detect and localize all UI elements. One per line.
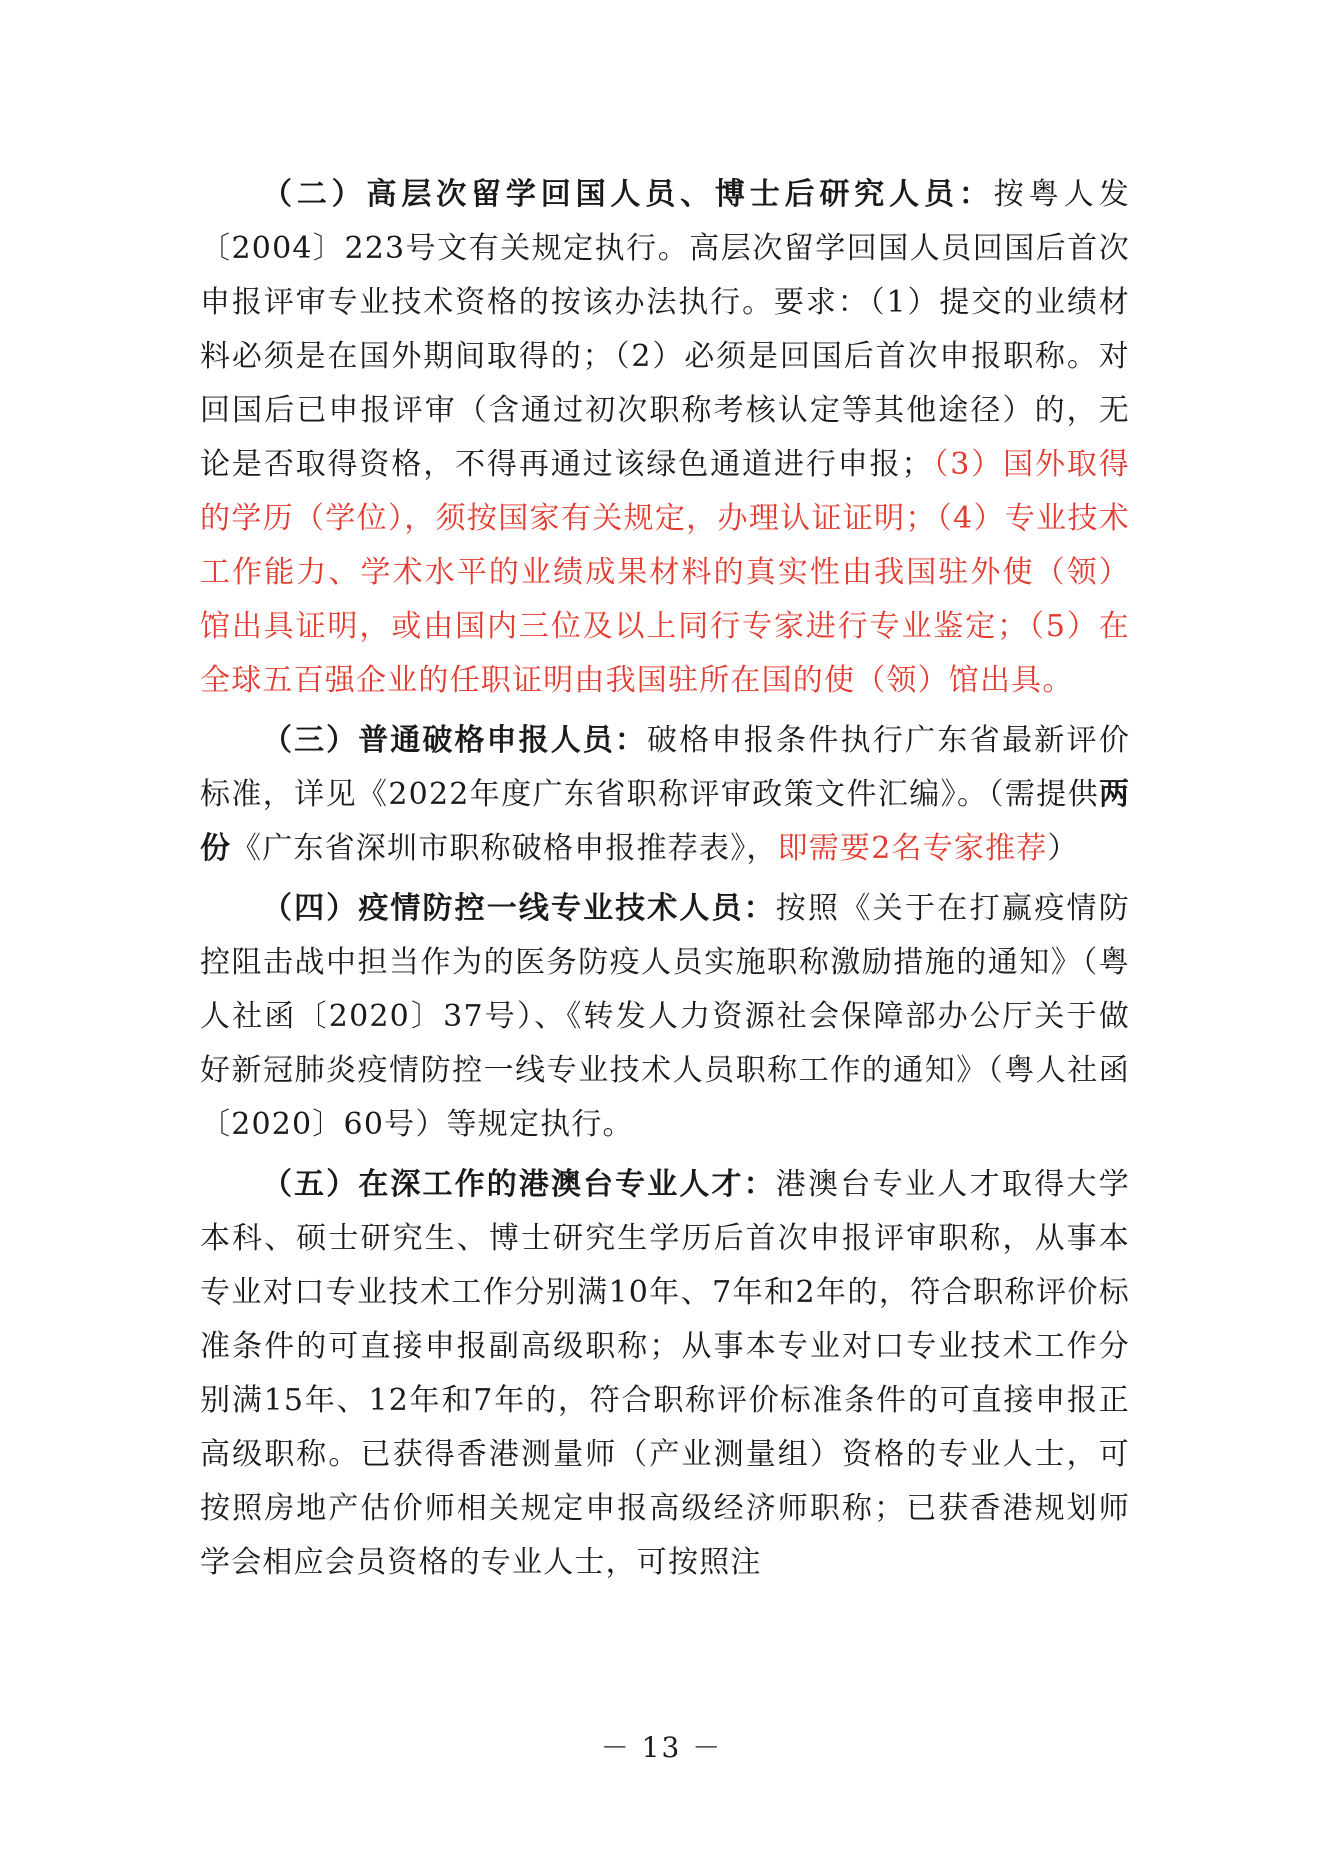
emphasis-text: 两份 xyxy=(200,777,1130,866)
section-heading-4: （四）疫情防控一线专业技术人员： xyxy=(262,891,776,926)
section-heading-3: （三）普通破格申报人员： xyxy=(262,723,647,758)
section-heading-5: （五）在深工作的港澳台专业人才： xyxy=(262,1167,776,1202)
paragraph-text: ） xyxy=(1047,831,1079,866)
paragraph-text: 破格申报条件执行广东省最新评价标准，详见《2022年度广东省职称评审政策文件汇编》。（需提供 xyxy=(200,723,1131,812)
paragraph-text: 《广东省深圳市职称破格申报推荐表》， xyxy=(231,831,778,866)
paragraph-hk-macao-taiwan-talent xyxy=(200,1158,1130,1590)
paragraph-text: 按粤人发〔2004〕223号文有关规定执行。高层次留学回国人员回国后首次申报评审专业技术资格的按该办法执行。要求：（1）提交的业绩材料必须是在国外期间取得的；（2）必须是回国后首次申报职称。对回国后已申报评审（含通过初次职称考核认定等其他途径）的，无论是否取得资格，不得再通过该绿色通道进行申报； xyxy=(200,177,1130,482)
document-body xyxy=(200,168,1130,1596)
paragraph-epidemic-frontline xyxy=(200,882,1130,1152)
section-heading-2: （二）高层次留学回国人员、博士后研究人员： xyxy=(262,177,994,212)
paragraph-returned-overseas-talent xyxy=(200,168,1130,708)
highlighted-requirement-text: （3）国外取得的学历（学位），须按国家有关规定，办理认证证明；（4）专业技术工作能力、学术水平的业绩成果材料的真实性由我国驻外使（领）馆出具证明，或由国内三位及以上同行专家进行专业鉴定；（5）在全球五百强企业的任职证明由我国驻所在国的使（领）馆出具。 xyxy=(200,447,1130,698)
page-number: － 13 － xyxy=(600,1731,723,1764)
paragraph-text: 港澳台专业人才取得大学本科、硕士研究生、博士研究生学历后首次申报评审职称，从事本专业对口专业技术工作分别满10年、7年和2年的，符合职称评价标准条件的可直接申报副高级职称；从事本专业对口专业技术工作分别满15年、12年和7年的，符合职称评价标准条件的可直接申报正高级职称。已获得香港测量师（产业测量组）资格的专业人士，可按照房地产估价师相关规定申报高级经济师职称；已获香港规划师学会相应会员资格的专业人士，可按照注 xyxy=(200,1167,1131,1580)
highlighted-requirement-text: 即需要2名专家推荐 xyxy=(777,831,1048,866)
paragraph-exceptional-applicants xyxy=(200,714,1130,876)
paragraph-text: 按照《关于在打赢疫情防控阻击战中担当作为的医务防疫人员实施职称激励措施的通知》（粤人社函〔2020〕37号）、《转发人力资源社会保障部办公厅关于做好新冠肺炎疫情防控一线专业技术人员职称工作的通知》（粤人社函〔2020〕60号）等规定执行。 xyxy=(200,891,1131,1142)
